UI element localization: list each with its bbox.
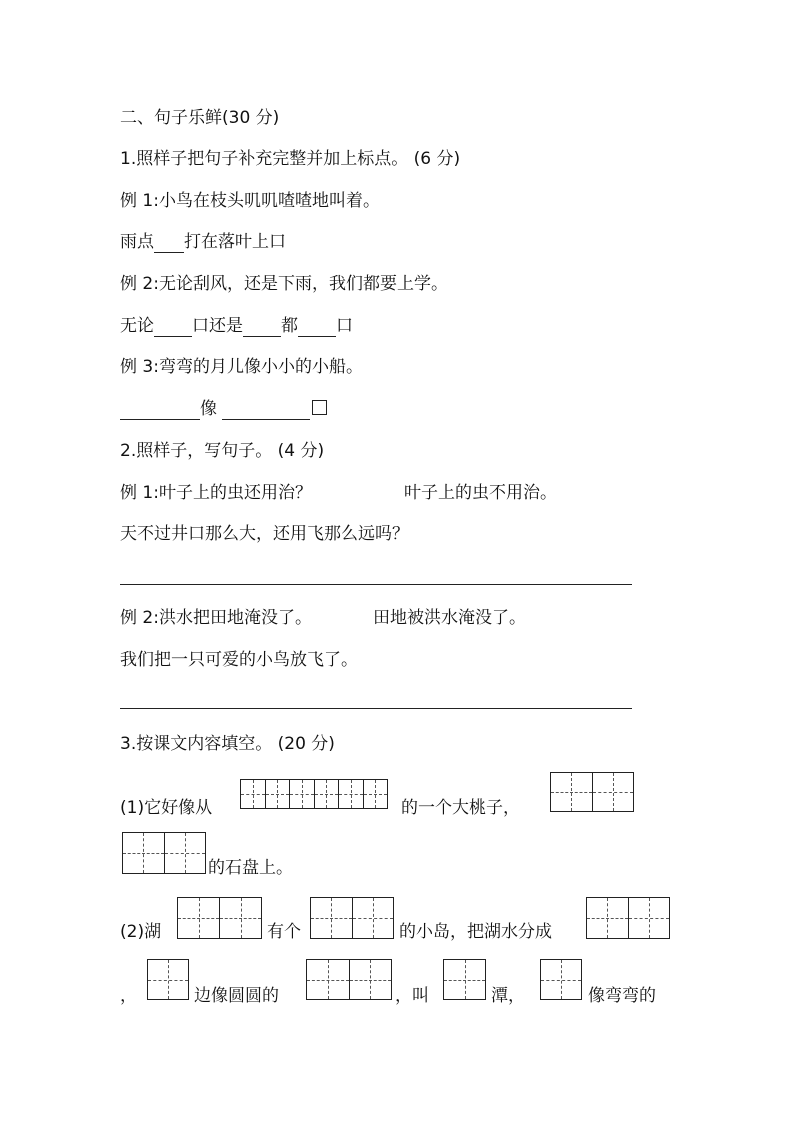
q1-fill-1: [120, 231, 286, 253]
q1-fill-1-blank[interactable]: [154, 234, 184, 253]
section-title: 二、句子乐鲜(30 分): [120, 108, 280, 128]
q2-answer-line-1[interactable]: [120, 584, 632, 585]
q1-fill-1-tail: 打在落叶上口: [184, 232, 286, 252]
q1-fill-1-lead: 雨点: [120, 232, 154, 252]
q1-fill-2: [120, 315, 353, 337]
q1-fill-2-mid: 口还是: [192, 316, 243, 336]
q3-p2-lead: (2)湖: [120, 922, 162, 942]
q3-p1-mid: 的一个大桃子，: [401, 798, 520, 818]
tianzige-grid[interactable]: [310, 897, 394, 939]
q1-fill-2-tail: 口: [336, 316, 353, 336]
q1-fill-3: [120, 398, 327, 420]
q3-p1-lead: (1)它好像从: [120, 798, 213, 818]
q3-p2-you-ge: 有个: [267, 922, 301, 942]
punctuation-box[interactable]: [312, 400, 327, 415]
tianzige-grid[interactable]: [550, 772, 634, 812]
q3-p2-island: 的小岛，把湖水分成: [399, 922, 552, 942]
tianzige-grid[interactable]: [540, 959, 582, 1000]
q3-p1-tail: 的石盘上。: [208, 858, 293, 878]
q3-p2-curved: 像弯弯的: [588, 986, 656, 1006]
q1-fill-3-blank-2[interactable]: [222, 401, 310, 420]
q1-title: 1.照样子把句子补充完整并加上标点。 (6 分): [120, 149, 461, 169]
q2-example-1-question: 例 1:叶子上的虫还用治？: [120, 483, 312, 503]
q1-fill-2-lead: 无论: [120, 316, 154, 336]
tianzige-grid[interactable]: [443, 959, 486, 1000]
tianzige-grid[interactable]: [147, 959, 189, 1000]
q3-p2-comma: ，: [120, 986, 137, 1006]
q2-example-2-active: 例 2:洪水把田地淹没了。: [120, 608, 312, 628]
q2-prompt-2: 我们把一只可爱的小鸟放飞了。: [120, 650, 358, 670]
q3-p2-round: 边像圆圆的: [194, 986, 279, 1006]
tianzige-grid[interactable]: [177, 897, 262, 939]
tianzige-grid[interactable]: [122, 832, 206, 874]
q1-example-2: 例 2:无论刮风，还是下雨，我们都要上学。: [120, 274, 448, 294]
q1-fill-3-blank-1[interactable]: [120, 401, 200, 420]
q1-fill-3-xiang: 像: [200, 399, 217, 419]
q1-fill-2-blank-1[interactable]: [154, 318, 192, 337]
q2-example-2-passive: 田地被洪水淹没了。: [373, 608, 526, 628]
q2-title: 2.照样子，写句子。 (4 分): [120, 441, 325, 461]
q3-p2-tan: 潭，: [491, 986, 525, 1006]
q1-fill-2-blank-2[interactable]: [243, 318, 281, 337]
q2-prompt-1: 天不过井口那么大，还用飞那么远吗？: [120, 524, 409, 544]
q2-answer-line-2[interactable]: [120, 708, 632, 709]
q1-fill-2-dou: 都: [281, 316, 298, 336]
tianzige-grid[interactable]: [306, 959, 392, 1000]
q1-example-1: 例 1:小鸟在枝头叽叽喳喳地叫着。: [120, 191, 380, 211]
tianzige-grid[interactable]: [586, 897, 670, 939]
tianzige-grid[interactable]: [240, 779, 388, 809]
q2-example-1-answer: 叶子上的虫不用治。: [404, 483, 557, 503]
q1-fill-2-blank-3[interactable]: [298, 318, 336, 337]
q3-p2-jiao: ，叫: [395, 986, 429, 1006]
q3-title: 3.按课文内容填空。 (20 分): [120, 734, 335, 754]
q1-example-3: 例 3:弯弯的月儿像小小的小船。: [120, 357, 363, 377]
